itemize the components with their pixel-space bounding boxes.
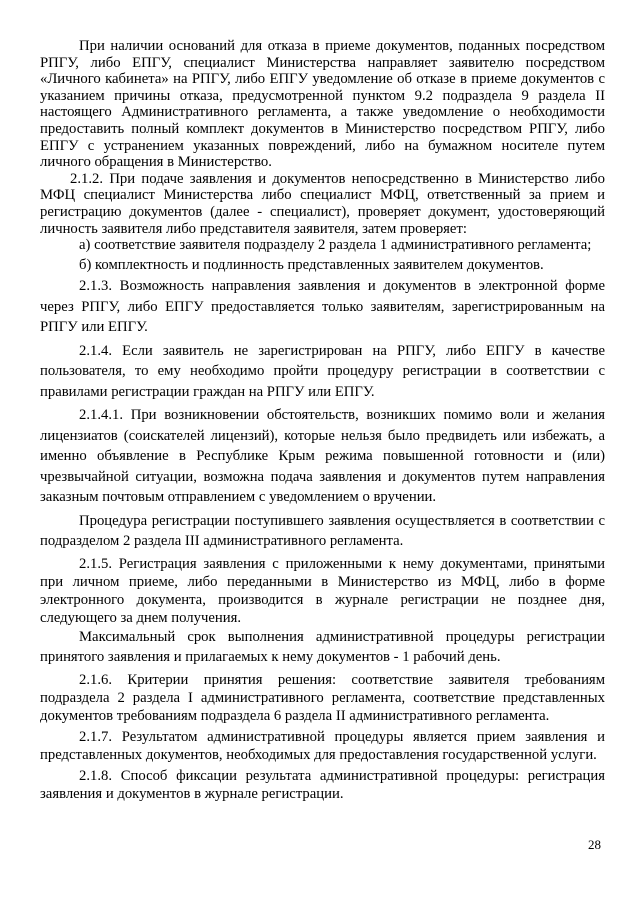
page-number: 28 — [588, 837, 601, 852]
paragraph-2-1-2: 2.1.2. При подаче заявления и документов непосредственно в Министерство либо МФЦ специалист Министерства либо специалист МФЦ, ответственный за прием и регистрацию документов (далее - специалист), проверяет документ, удостоверяющий личность заявителя либо представителя заявителя, затем проверяет: — [40, 170, 605, 237]
paragraph-max-term: Максимальный срок выполнения административной процедуры регистрации принятого заявления и прилагаемых к нему документов - 1 рабочий день. — [40, 628, 605, 666]
paragraph-2-1-6: 2.1.6. Критерии принятия решения: соответствие заявителя требованиям подраздела 2 раздела I административного регламента, соответствие представленных документов требованиям подраздела 6 раздела II административного регламента. — [40, 671, 605, 724]
paragraph-2-1-4-1: 2.1.4.1. При возникновении обстоятельств, возникших помимо воли и желания лицензиатов (соискателей лицензий), которые нельзя было предвидеть или избежать, а именно объявление в Республике Крым режима повышенной готовности и (или) чрезвычайной ситуации, возможна подача заявления и документов путем направления заказным почтовым отправлением с уведомлением о вручении. — [40, 407, 605, 506]
paragraph-check-a: а) соответствие заявителя подразделу 2 раздела 1 административного регламента; — [79, 237, 592, 254]
paragraph-registration-procedure: Процедура регистрации поступившего заявления осуществляется в соответствии с подразделом 2 раздела III административного регламента. — [40, 512, 605, 550]
paragraph-2-1-5: 2.1.5. Регистрация заявления с приложенными к нему документами, принятыми при личном приеме, либо переданными в Министерство из МФЦ, либо в форме электронного документа, производится в журнале регистрации не позднее дня, следующего за днем получения. — [40, 555, 605, 626]
document-body — [40, 38, 605, 803]
paragraph-2-1-3: 2.1.3. Возможность направления заявления и документов в электронной форме через РПГУ, либо ЕПГУ предоставляется только заявителям, зарегистрированным на РПГУ или ЕПГУ. — [40, 278, 605, 336]
paragraph-2-1-8: 2.1.8. Способ фиксации результата административной процедуры: регистрация заявления и документов в журнале регистрации. — [40, 767, 605, 802]
paragraph-refusal-notice: При наличии оснований для отказа в приеме документов, поданных посредством РПГУ, либо ЕПГУ, специалист Министерства направляет заявителю посредством «Личного кабинета» на РПГУ, либо ЕПГУ уведомление об отказе в приеме документов с указанием причины отказа, предусмотренной пунктом 9.2 подраздела 9 раздела II настоящего Административного регламента, а также уведомление о необходимости предоставить полный комплект документов в Министерство посредством РПГУ, либо ЕПГУ с устранением указанных повреждений, либо на бумажном носителе путем личного обращения в Министерство. — [40, 38, 605, 171]
paragraph-2-1-7: 2.1.7. Результатом административной процедуры является прием заявления и представленных документов, необходимых для предоставления государственной услуги. — [40, 728, 605, 763]
paragraph-2-1-4: 2.1.4. Если заявитель не зарегистрирован на РПГУ, либо ЕПГУ в качестве пользователя, то ему необходимо пройти процедуру регистрации в соответствии с правилами регистрации граждан на РПГУ или ЕПГУ. — [40, 342, 605, 400]
paragraph-check-b: б) комплектность и подлинность представленных заявителем документов. — [79, 256, 544, 273]
